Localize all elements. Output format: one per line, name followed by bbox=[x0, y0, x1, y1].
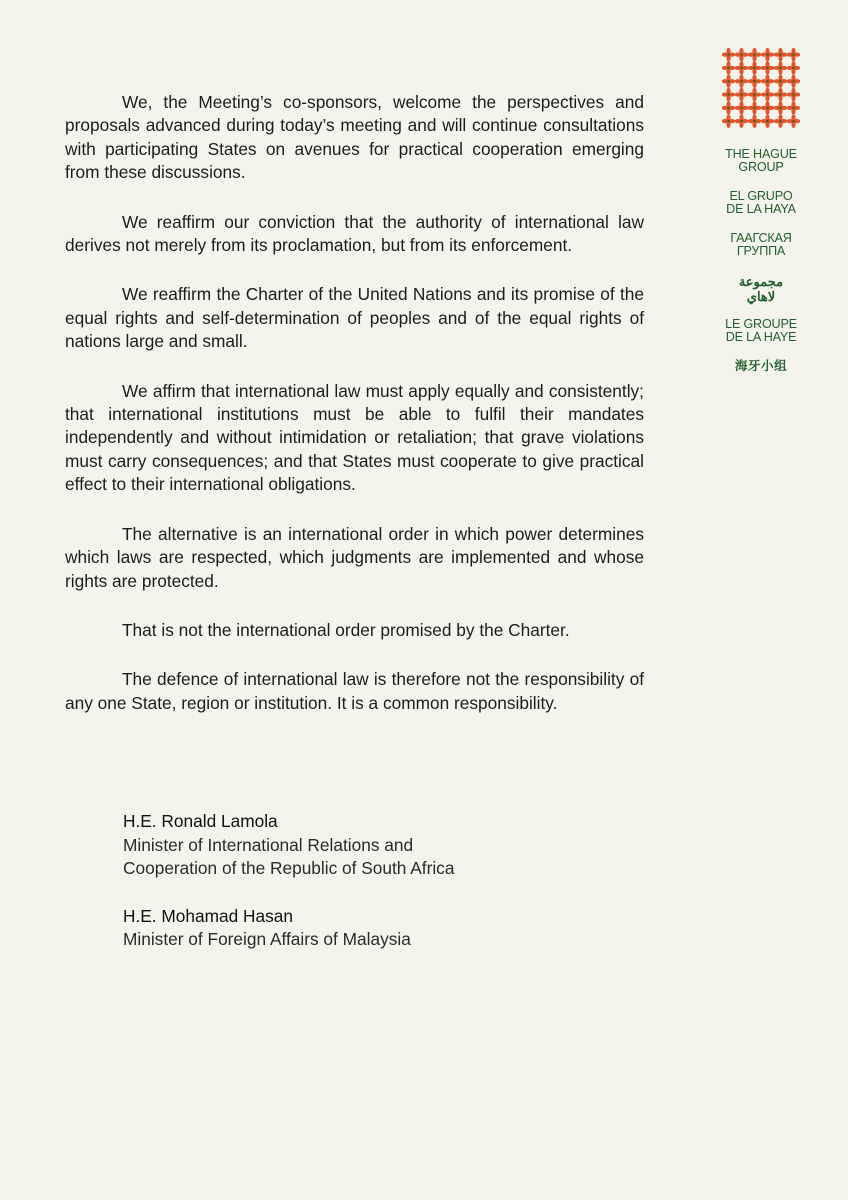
logo-dot bbox=[753, 93, 755, 95]
paragraph: The defence of international law is therefore not the responsibility of any one State, region or institution. It is a common responsibility. bbox=[65, 669, 644, 713]
logo-dot bbox=[792, 67, 794, 69]
statement-body bbox=[65, 91, 644, 741]
logo-dot bbox=[792, 107, 794, 109]
group-name-es: EL GRUPO DE LA HAYA bbox=[726, 189, 796, 216]
paragraph: We reaffirm the Charter of the United Nations and its promise of the equal rights and self-determination of peoples and of the equal rights of nations large and small. bbox=[65, 284, 644, 352]
group-name-fr: LE GROUPE DE LA HAYE bbox=[725, 317, 797, 344]
hague-group-logo-icon bbox=[722, 48, 800, 128]
logo-dot bbox=[727, 107, 729, 109]
letterhead-column bbox=[707, 48, 815, 389]
logo-dot bbox=[779, 107, 781, 109]
logo-dot bbox=[727, 120, 729, 122]
logo-dot bbox=[727, 80, 729, 82]
paragraph: We, the Meeting’s co-sponsors, welcome the perspectives and proposals advanced during today’s meeting and will continue consultations with participating States on avenues for practical cooperation emerging from these discussions. bbox=[65, 92, 644, 183]
logo-dot bbox=[740, 54, 742, 56]
logo-dot bbox=[779, 80, 781, 82]
logo-dot bbox=[792, 120, 794, 122]
signature-section bbox=[123, 810, 623, 976]
signatory-title: Minister of Foreign Affairs of Malaysia bbox=[123, 929, 411, 949]
logo-dot bbox=[740, 80, 742, 82]
signatory-title: Minister of International Relations and bbox=[123, 834, 414, 855]
group-name-ar: مجموعة لاهاي bbox=[738, 274, 784, 304]
signatory-name: H.E. Mohamad Hasan bbox=[123, 905, 294, 926]
signatory-block bbox=[123, 905, 623, 952]
logo-dot bbox=[792, 80, 794, 82]
logo-dot bbox=[753, 107, 755, 109]
logo-dot bbox=[727, 67, 729, 69]
logo-dot bbox=[766, 107, 768, 109]
logo-dot bbox=[792, 93, 794, 95]
logo-dot bbox=[792, 54, 794, 56]
group-name-ru: ГААГСКАЯ ГРУППА bbox=[730, 231, 792, 258]
signatory-block bbox=[123, 810, 623, 881]
paragraph: We affirm that international law must apply equally and consistently; that international institutions must be able to fulfil their mandates independently and without intimidation or retaliation; that grave violations must carry consequences; and that States must cooperate to give practical effect to their international obligations. bbox=[65, 380, 644, 495]
paragraph: We reaffirm our conviction that the authority of international law derives not merely from its proclamation, but from its enforcement. bbox=[65, 211, 644, 256]
logo-dot bbox=[740, 67, 742, 69]
logo-dot bbox=[753, 67, 755, 69]
signatory-title: Cooperation of the Republic of South Africa bbox=[123, 858, 455, 878]
logo-dot bbox=[766, 120, 768, 122]
logo-dot bbox=[766, 54, 768, 56]
logo-dot bbox=[766, 93, 768, 95]
logo-dot bbox=[779, 54, 781, 56]
logo-dot bbox=[740, 93, 742, 95]
logo-dot bbox=[740, 107, 742, 109]
logo-dot bbox=[779, 67, 781, 69]
logo-dot bbox=[766, 80, 768, 82]
logo-dot bbox=[727, 93, 729, 95]
group-names bbox=[707, 148, 815, 373]
logo-dot bbox=[779, 120, 781, 122]
paragraph: The alternative is an international order in which power determines which laws are respected, which judgments are implemented and whose rights are protected. bbox=[65, 523, 644, 591]
logo-dot bbox=[753, 54, 755, 56]
group-name-zh: 海牙小组 bbox=[734, 359, 788, 373]
logo-dot bbox=[753, 80, 755, 82]
logo-dot bbox=[753, 120, 755, 122]
logo-dot bbox=[766, 67, 768, 69]
logo-dot bbox=[779, 93, 781, 95]
logo-dot bbox=[727, 54, 729, 56]
signatory-name: H.E. Ronald Lamola bbox=[123, 811, 278, 831]
logo-dot bbox=[740, 120, 742, 122]
paragraph: That is not the international order promised by the Charter. bbox=[122, 619, 570, 640]
group-name-en: THE HAGUE GROUP bbox=[725, 147, 797, 174]
